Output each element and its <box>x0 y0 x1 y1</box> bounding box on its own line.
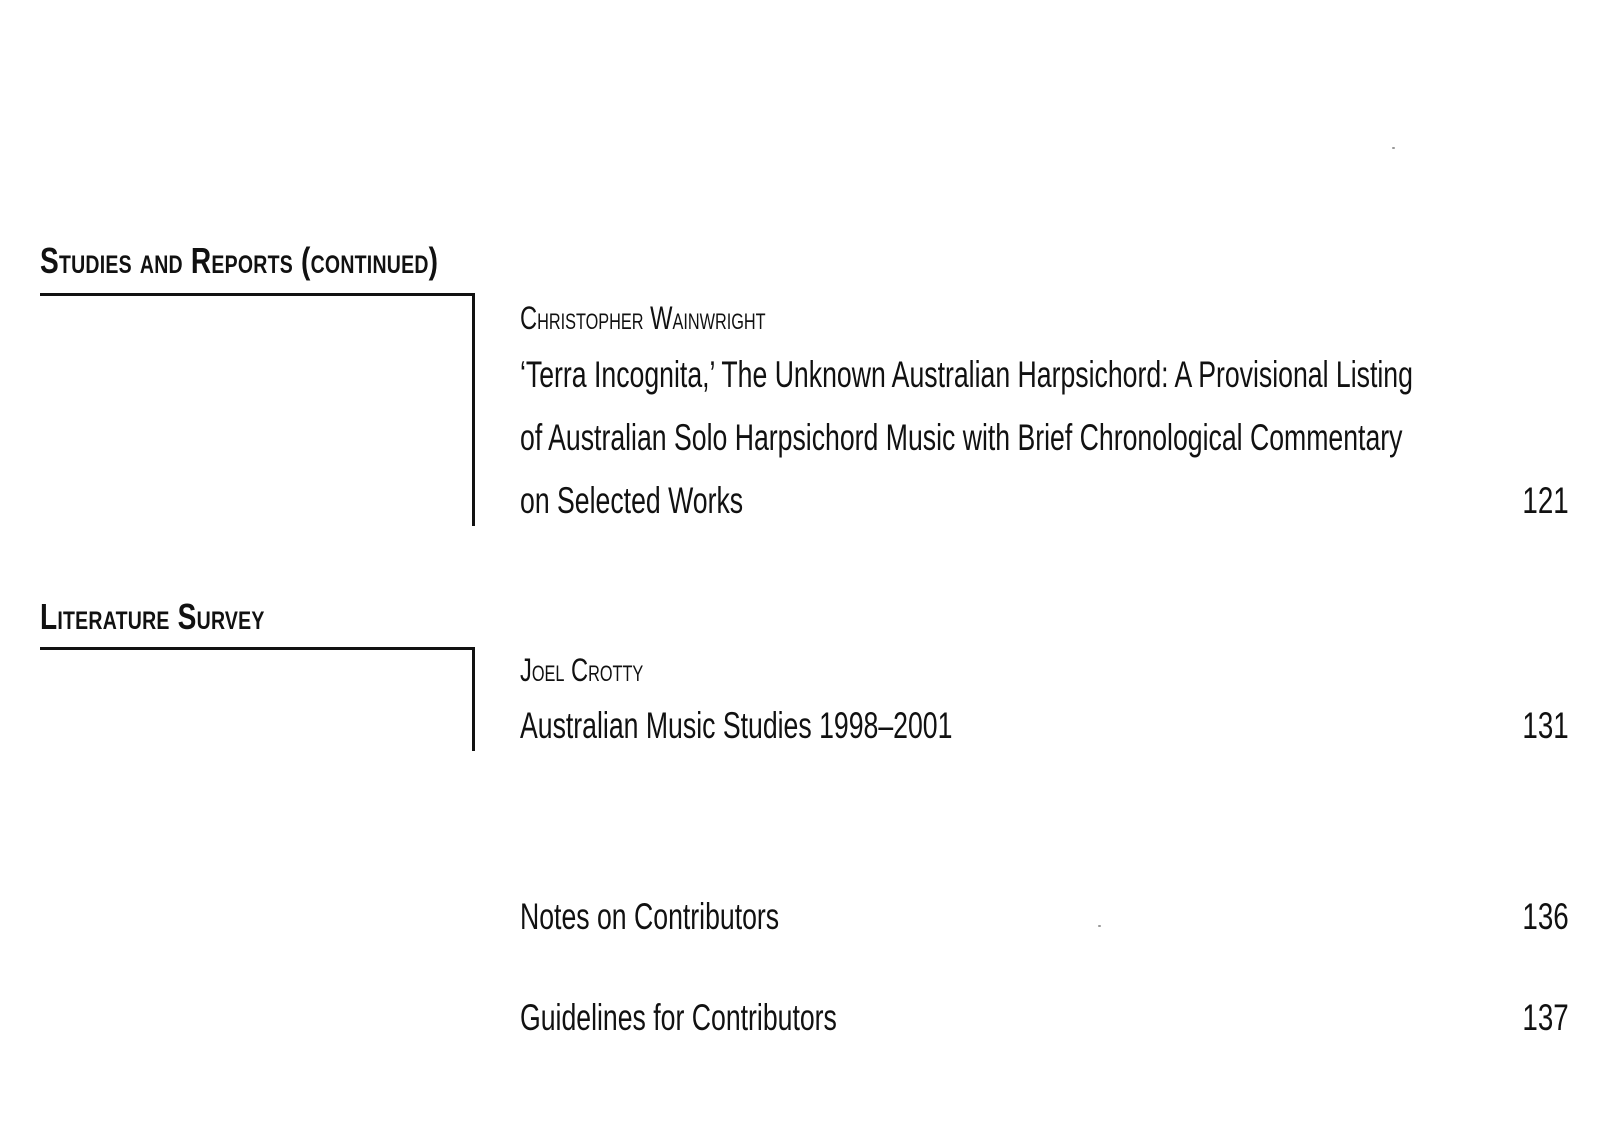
entry-author: Joel Crotty <box>520 652 644 688</box>
entry-title-line: of Australian Solo Harpsichord Music with Brief Chronological Commentary <box>520 417 1403 458</box>
back-matter-page-number: 137 <box>1522 997 1569 1038</box>
back-matter-page-number: 136 <box>1522 896 1569 937</box>
back-matter-title: Guidelines for Contributors <box>520 997 837 1038</box>
section-bracket <box>472 647 475 751</box>
entry-author: Christopher Wainwright <box>520 300 766 336</box>
entry-title-line: on Selected Works <box>520 480 744 521</box>
entry-title-line: Australian Music Studies 1998–2001 <box>520 705 953 746</box>
section-rule <box>40 293 474 296</box>
entry-page-number: 131 <box>1522 705 1569 746</box>
section-heading-literature-survey: Literature Survey <box>40 596 265 637</box>
section-rule <box>40 647 475 650</box>
scan-speck <box>1392 147 1395 149</box>
entry-title-line: ‘Terra Incognita,’ The Unknown Australian Harpsichord: A Provisional Listing <box>520 354 1413 395</box>
section-heading-studies-and-reports: Studies and Reports (continued) <box>40 240 439 281</box>
scan-speck <box>1098 925 1101 927</box>
entry-page-number: 121 <box>1522 480 1569 521</box>
back-matter-title: Notes on Contributors <box>520 896 780 937</box>
section-bracket <box>472 293 475 526</box>
